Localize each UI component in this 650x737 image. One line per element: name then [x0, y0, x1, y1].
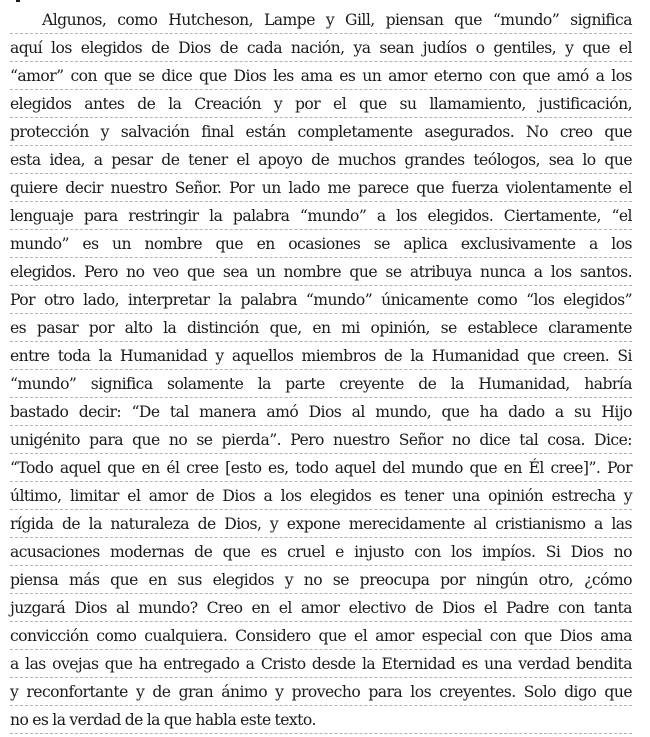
text-line: lenguaje para restringir la palabra “mundo” a los elegidos. Ciertamente, “el — [10, 202, 632, 230]
text-line: bastado decir: “De tal manera amó Dios al mundo, que ha dado a su Hijo — [10, 398, 632, 426]
text-line: “Todo aquel que en él cree [esto es, todo aquel del mundo que en Él cree]”. Por — [10, 454, 632, 482]
text-line: rígida de la naturaleza de Dios, y expone merecidamente al cristianismo a las — [10, 510, 632, 538]
text-line: unigénito para que no se pierda”. Pero nuestro Señor no dice tal cosa. Dice: — [10, 426, 632, 454]
text-line: quiere decir nuestro Señor. Por un lado me parece que fuerza violentamente el — [10, 174, 632, 202]
text-line: y reconfortante y de gran ánimo y provecho para los creyentes. Solo digo que — [10, 678, 632, 706]
text-line: piensa más que en sus elegidos y no se preocupa por ningún otro, ¿cómo — [10, 566, 632, 594]
text-line: último, limitar el amor de Dios a los elegidos es tener una opinión estrecha y — [10, 482, 632, 510]
text-line: protección y salvación final están completamente asegurados. No creo que — [10, 118, 632, 146]
document-page — [10, 6, 632, 734]
text-line: mundo” es un nombre que en ocasiones se aplica exclusivamente a los — [10, 230, 632, 258]
text-line: Algunos, como Hutcheson, Lampe y Gill, piensan que “mundo” significa — [10, 6, 632, 34]
text-line: Por otro lado, interpretar la palabra “mundo” únicamente como “los elegidos” — [10, 286, 632, 314]
text-line: aquí los elegidos de Dios de cada nación, ya sean judíos o gentiles, y que el — [10, 34, 632, 62]
text-line: juzgará Dios al mundo? Creo en el amor electivo de Dios el Padre con tanta — [10, 594, 632, 622]
text-line: acusaciones modernas de que es cruel e injusto con los impíos. Si Dios no — [10, 538, 632, 566]
text-line: “amor” con que se dice que Dios les ama es un amor eterno con que amó a los — [10, 62, 632, 90]
text-line: “mundo” significa solamente la parte creyente de la Humanidad, habría — [10, 370, 632, 398]
text-line: es pasar por alto la distinción que, en mi opinión, se establece claramente — [10, 314, 632, 342]
text-line: convicción como cualquiera. Considero que el amor especial con que Dios ama — [10, 622, 632, 650]
previous-text-fragment — [16, 0, 20, 2]
text-line: elegidos. Pero no veo que sea un nombre que se atribuya nunca a los santos. — [10, 258, 632, 286]
text-line: esta idea, a pesar de tener el apoyo de muchos grandes teólogos, sea lo que — [10, 146, 632, 174]
text-line: a las ovejas que ha entregado a Cristo desde la Eternidad es una verdad bendita — [10, 650, 632, 678]
text-line: entre toda la Humanidad y aquellos miembros de la Humanidad que creen. Si — [10, 342, 632, 370]
text-line: elegidos antes de la Creación y por el que su llamamiento, justificación, — [10, 90, 632, 118]
text-line: no es la verdad de la que habla este texto. — [10, 706, 632, 734]
